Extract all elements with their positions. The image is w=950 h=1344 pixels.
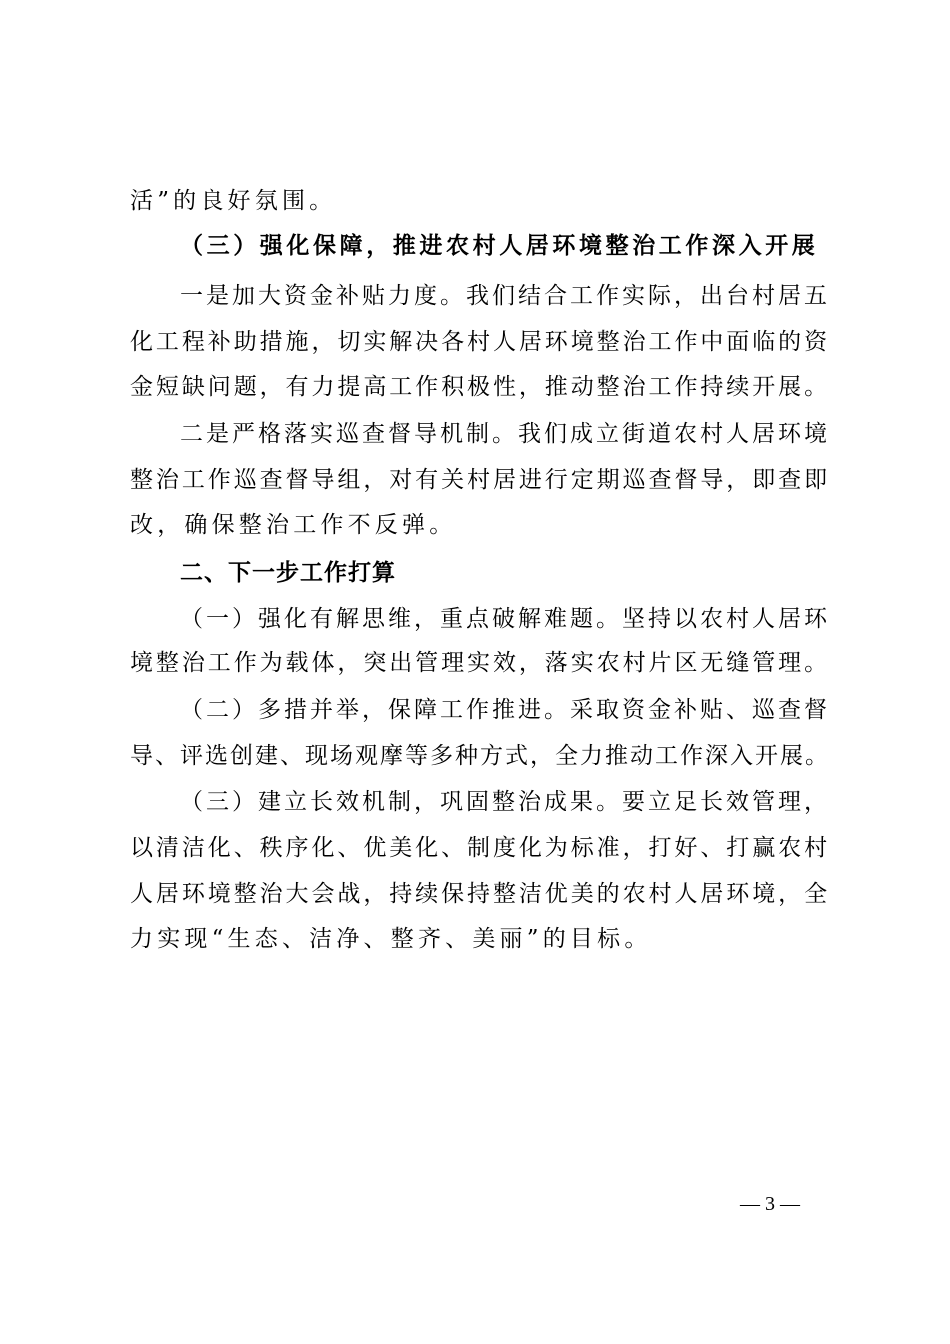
paragraph-line: 力实现“生态、洁净、整齐、美丽”的目标。	[130, 926, 652, 952]
paragraph-line: 二是严格落实巡查督导机制。我们成立街道农村人居环境	[180, 421, 830, 447]
page-number: — 3 —	[740, 1193, 800, 1215]
paragraph-line: 改，确保整治工作不反弹。	[130, 512, 457, 538]
paragraph-line: 导、评选创建、现场观摩等多种方式，全力推动工作深入开展。	[130, 743, 830, 769]
section-heading-2: 二、下一步工作打算	[180, 560, 396, 586]
paragraph-line: 金短缺问题，有力提高工作积极性，推动整治工作持续开展。	[130, 374, 830, 400]
paragraph-line: 人居环境整治大会战，持续保持整洁优美的农村人居环境，全	[130, 881, 830, 907]
paragraph-line: 一是加大资金补贴力度。我们结合工作实际，出台村居五	[180, 283, 830, 309]
paragraph-line: （三）建立长效机制，巩固整治成果。要立足长效管理，	[180, 789, 830, 815]
paragraph-line: 境整治工作为载体，突出管理实效，落实农村片区无缝管理。	[130, 650, 830, 676]
paragraph-line: 整治工作巡查督导组，对有关村居进行定期巡查督导，即查即	[130, 467, 830, 493]
section-heading-3: （三）强化保障，推进农村人居环境整治工作深入开展	[180, 233, 819, 259]
paragraph-line-continuation: 活”的良好氛围。	[130, 188, 337, 214]
paragraph-line: （一）强化有解思维，重点破解难题。坚持以农村人居环	[180, 606, 830, 632]
paragraph-line: 以清洁化、秩序化、优美化、制度化为标准，打好、打赢农村	[130, 835, 830, 861]
paragraph-line: 化工程补助措施，切实解决各村人居环境整治工作中面临的资	[130, 329, 830, 355]
paragraph-line: （二）多措并举，保障工作推进。采取资金补贴、巡查督	[180, 697, 830, 723]
